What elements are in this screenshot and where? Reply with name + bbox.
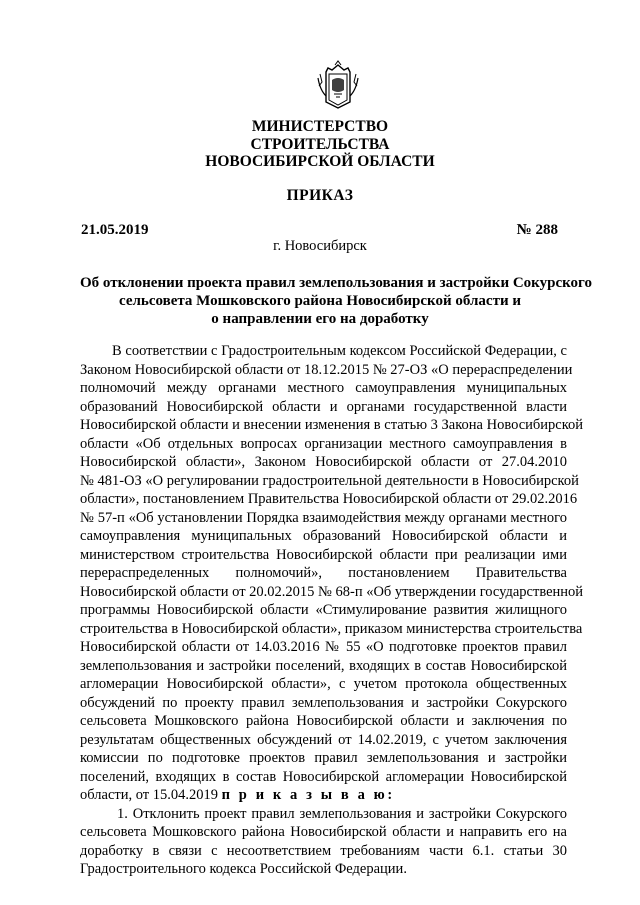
body-line: поселений, входящих в состав Новосибирской агломерации Новосибирской [80,768,567,785]
body-line: области», постановлением Правительства Новосибирской области от 29.02.2016 [80,491,578,507]
body-line: № 57-п «Об установлении Порядка взаимодействия между органами местного [80,509,567,526]
order-city: г. Новосибирск [273,238,367,254]
title-line: о направлении его на доработку [211,311,429,327]
item-line: 1. Отклонить проект правил землепользования и застройки Сокурского [117,805,567,822]
order-type: ПРИКАЗ [286,187,354,204]
body-line: программы Новосибирской области «Стимулирование развития жилищного [80,602,567,618]
item-line: Градостроительного кодекса Российской Федерации. [80,861,407,877]
body-line: Новосибирской области от 20.02.2015 № 68-п «Об утверждении государственной [80,583,584,600]
body-line: результатам общественных обсуждений от 14.02.2019, с учетом заключения [80,731,567,748]
body-line: землепользования и застройки поселений, входящих в состав Новосибирской [80,657,567,674]
order-date: 21.05.2019 [81,222,149,238]
body-line: строительства в Новосибирской области», приказом министерства строительства [80,620,583,637]
body-line: Новосибирской области от 14.03.2016 № 55 «О подготовке проектов правил [80,639,567,655]
body-line: обсуждений по проекту правил землепользования и застройки Сокурского [80,694,567,711]
preamble-ending: области, от 15.04.2019 [80,787,222,803]
body-line: Новосибирской области и внесении изменения в статью 3 Закона Новосибирской [80,417,584,433]
ministry-line: МИНИСТЕРСТВО [251,118,389,135]
body-line: Законом Новосибирской области от 18.12.2015 № 27-ОЗ «О перераспределении [80,361,573,378]
coat-of-arms-icon [316,60,360,110]
body-line [80,786,567,805]
body-line: В соответствии с Градостроительным кодексом Российской Федерации, с [112,343,567,359]
body-line: министерством строительства Новосибирской области при реализации ими [80,546,567,563]
ministry-line: СТРОИТЕЛЬСТВА [250,135,390,153]
document-body [80,342,584,879]
document-title [80,274,592,328]
title-line: Об отклонении проекта правил землепользования и застройки Сокурского [80,275,592,291]
body-line: агломерации Новосибирской области», с учетом протокола общественных [80,676,567,692]
body-line: перераспределенных полномочий», постановлением Правительства [80,565,567,581]
item-line: доработку в связи с несоответствием требованиям части 6.1. статьи 30 [80,842,567,859]
body-line: области «Об отдельных вопросах организации местного самоуправления в [80,435,567,452]
order-number: № 288 [516,222,558,238]
body-line: сельсовета Мошковского района Новосибирской области и заключения по [80,713,567,729]
ministry-line: НОВОСИБИРСКОЙ ОБЛАСТИ [205,153,435,170]
body-line: образований Новосибирской области и органами государственной власти [80,398,567,415]
ministry-name [0,118,640,171]
body-line: полномочий между органами местного самоуправления муниципальных [80,380,567,396]
body-line: самоуправления муниципальных образований Новосибирской области и [80,528,567,544]
body-line: № 481-ОЗ «О регулировании градостроительной деятельности в Новосибирской [80,472,579,489]
body-line: Новосибирской области», Законом Новосибирской области от 27.04.2010 [80,454,567,470]
body-line: комиссии по подготовке проектов правил землепользования и застройки [80,750,567,766]
item-line: сельсовета Мошковского района Новосибирской области и направить его на [80,824,567,840]
order-verb: п р и к а з ы в а ю: [221,787,395,803]
title-line: сельсовета Мошковского района Новосибирской области и [118,293,521,309]
